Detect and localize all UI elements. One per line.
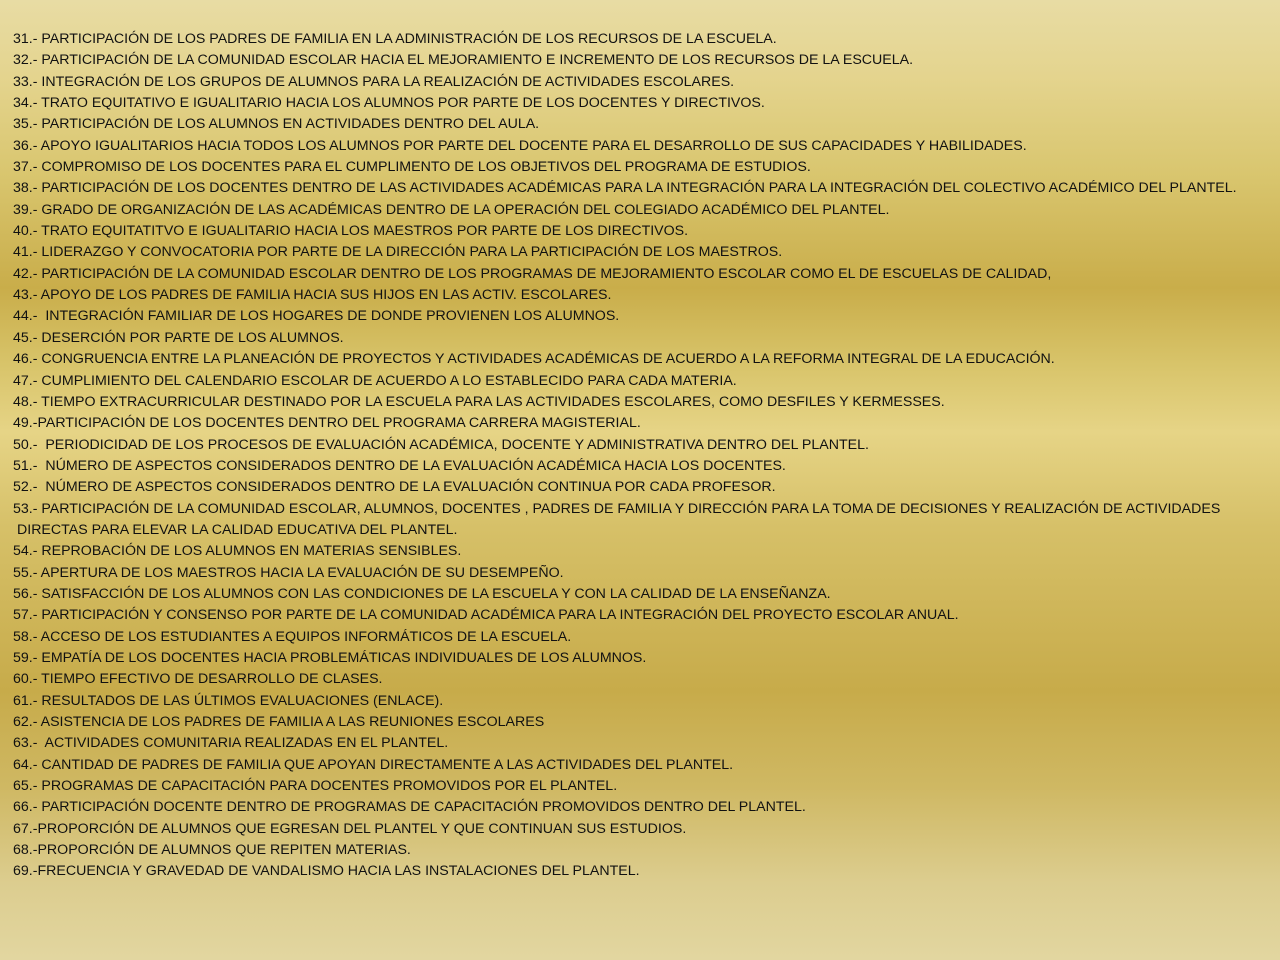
list-item: 54.- REPROBACIÓN DE LOS ALUMNOS EN MATERIAS SENSIBLES.	[13, 543, 462, 560]
list-item: 42.- PARTICIPACIÓN DE LA COMUNIDAD ESCOLAR DENTRO DE LOS PROGRAMAS DE MEJORAMIENTO ESCOLAR COMO EL DE ESCUELAS DE CALIDAD,	[13, 265, 1052, 282]
list-item: 40.- TRATO EQUITATITVO E IGUALITARIO HACIA LOS MAESTROS POR PARTE DE LOS DIRECTIVOS.	[13, 223, 689, 240]
list-item: 43.- APOYO DE LOS PADRES DE FAMILIA HACIA SUS HIJOS EN LAS ACTIV. ESCOLARES.	[13, 287, 612, 304]
list-item: 35.- PARTICIPACIÓN DE LOS ALUMNOS EN ACTIVIDADES DENTRO DEL AULA.	[13, 116, 540, 133]
list-item: 31.- PARTICIPACIÓN DE LOS PADRES DE FAMILIA EN LA ADMINISTRACIÓN DE LOS RECURSOS DE LA ESCUELA.	[13, 31, 777, 47]
list-item: 32.- PARTICIPACIÓN DE LA COMUNIDAD ESCOLAR HACIA EL MEJORAMIENTO E INCREMENTO DE LOS RECURSOS DE LA ESCUELA.	[13, 52, 914, 69]
list-item: 55.- APERTURA DE LOS MAESTROS HACIA LA EVALUACIÓN DE SU DESEMPEÑO.	[13, 564, 564, 581]
list-item: 50.- PERIODICIDAD DE LOS PROCESOS DE EVALUACIÓN ACADÉMICA, DOCENTE Y ADMINISTRATIVA DENTRO DEL PLANTEL.	[13, 436, 869, 453]
list-item: 41.- LIDERAZGO Y CONVOCATORIA POR PARTE DE LA DIRECCIÓN PARA LA PARTICIPACIÓN DE LOS MAESTROS.	[13, 244, 783, 261]
list-item: 59.- EMPATÍA DE LOS DOCENTES HACIA PROBLEMÁTICAS INDIVIDUALES DE LOS ALUMNOS.	[13, 649, 647, 666]
list-item: 56.- SATISFACCIÓN DE LOS ALUMNOS CON LAS CONDICIONES DE LA ESCUELA Y CON LA CALIDAD DE LA ENSEÑANZA.	[13, 585, 831, 602]
list-item: 65.- PROGRAMAS DE CAPACITACIÓN PARA DOCENTES PROMOVIDOS POR EL PLANTEL.	[13, 778, 618, 795]
indicator-list	[13, 29, 1275, 883]
list-item: 57.- PARTICIPACIÓN Y CONSENSO POR PARTE DE LA COMUNIDAD ACADÉMICA PARA LA INTEGRACIÓN DEL PROYECTO ESCOLAR ANUAL.	[13, 607, 959, 624]
list-item: 49.-PARTICIPACIÓN DE LOS DOCENTES DENTRO DEL PROGRAMA CARRERA MAGISTERIAL.	[13, 415, 641, 432]
list-item: 64.- CANTIDAD DE PADRES DE FAMILIA QUE APOYAN DIRECTAMENTE A LAS ACTIVIDADES DEL PLANTEL.	[13, 756, 734, 773]
list-item: 39.- GRADO DE ORGANIZACIÓN DE LAS ACADÉMICAS DENTRO DE LA OPERACIÓN DEL COLEGIADO ACADÉMICO DEL PLANTEL.	[13, 201, 890, 218]
list-item: 62.- ASISTENCIA DE LOS PADRES DE FAMILIA A LAS REUNIONES ESCOLARES	[13, 714, 545, 730]
list-item: 38.- PARTICIPACIÓN DE LOS DOCENTES DENTRO DE LAS ACTIVIDADES ACADÉMICAS PARA LA INTEGRACIÓN PARA LA INTEGRACIÓN DEL COLECTIVO ACADÉMICO DEL PLANTEL.	[13, 180, 1237, 197]
list-item: 69.-FRECUENCIA Y GRAVEDAD DE VANDALISMO HACIA LAS INSTALACIONES DEL PLANTEL.	[13, 863, 640, 880]
list-item: 44.- INTEGRACIÓN FAMILIAR DE LOS HOGARES DE DONDE PROVIENEN LOS ALUMNOS.	[13, 308, 620, 325]
list-item: 37.- COMPROMISO DE LOS DOCENTES PARA EL CUMPLIMENTO DE LOS OBJETIVOS DEL PROGRAMA DE ESTUDIOS.	[13, 159, 811, 176]
list-item: 51.- NÚMERO DE ASPECTOS CONSIDERADOS DENTRO DE LA EVALUACIÓN ACADÉMICA HACIA LOS DOCENTES.	[13, 457, 786, 474]
list-item: 34.- TRATO EQUITATIVO E IGUALITARIO HACIA LOS ALUMNOS POR PARTE DE LOS DOCENTES Y DIRECTIVOS.	[13, 95, 765, 112]
list-item: 68.-PROPORCIÓN DE ALUMNOS QUE REPITEN MATERIAS.	[13, 842, 411, 859]
list-item: 45.- DESERCIÓN POR PARTE DE LOS ALUMNOS.	[13, 329, 344, 346]
list-item: 53.- PARTICIPACIÓN DE LA COMUNIDAD ESCOLAR, ALUMNOS, DOCENTES , PADRES DE FAMILIA Y DIRECCIÓN PARA LA TOMA DE DECISIONES Y REALIZACIÓN DE ACTIVIDADES	[13, 500, 1221, 517]
list-item: 46.- CONGRUENCIA ENTRE LA PLANEACIÓN DE PROYECTOS Y ACTIVIDADES ACADÉMICAS DE ACUERDO A LA REFORMA INTEGRAL DE LA EDUCACIÓN.	[13, 351, 1055, 368]
list-item: 63.- ACTIVIDADES COMUNITARIA REALIZADAS EN EL PLANTEL.	[13, 735, 449, 752]
list-item: 33.- INTEGRACIÓN DE LOS GRUPOS DE ALUMNOS PARA LA REALIZACIÓN DE ACTIVIDADES ESCOLARES.	[13, 73, 735, 90]
list-item: 66.- PARTICIPACIÓN DOCENTE DENTRO DE PROGRAMAS DE CAPACITACIÓN PROMOVIDOS DENTRO DEL PLANTEL.	[13, 799, 806, 816]
list-item: 61.- RESULTADOS DE LAS ÚLTIMOS EVALUACIONES (ENLACE).	[13, 692, 444, 709]
list-item: 58.- ACCESO DE LOS ESTUDIANTES A EQUIPOS INFORMÁTICOS DE LA ESCUELA.	[13, 628, 572, 645]
list-item: DIRECTAS PARA ELEVAR LA CALIDAD EDUCATIVA DEL PLANTEL.	[17, 521, 458, 538]
list-item: 36.- APOYO IGUALITARIOS HACIA TODOS LOS ALUMNOS POR PARTE DEL DOCENTE PARA EL DESARROLLO DE SUS CAPACIDADES Y HABILIDADES.	[13, 137, 1027, 154]
list-item: 47.- CUMPLIMIENTO DEL CALENDARIO ESCOLAR DE ACUERDO A LO ESTABLECIDO PARA CADA MATERIA.	[13, 372, 737, 389]
list-item: 67.-PROPORCIÓN DE ALUMNOS QUE EGRESAN DEL PLANTEL Y QUE CONTINUAN SUS ESTUDIOS.	[13, 820, 687, 837]
list-item: 48.- TIEMPO EXTRACURRICULAR DESTINADO POR LA ESCUELA PARA LAS ACTIVIDADES ESCOLARES, COMO DESFILES Y KERMESSES.	[13, 393, 945, 410]
list-item: 52.- NÚMERO DE ASPECTOS CONSIDERADOS DENTRO DE LA EVALUACIÓN CONTINUA POR CADA PROFESOR.	[13, 479, 776, 496]
list-item: 60.- TIEMPO EFECTIVO DE DESARROLLO DE CLASES.	[13, 671, 383, 688]
